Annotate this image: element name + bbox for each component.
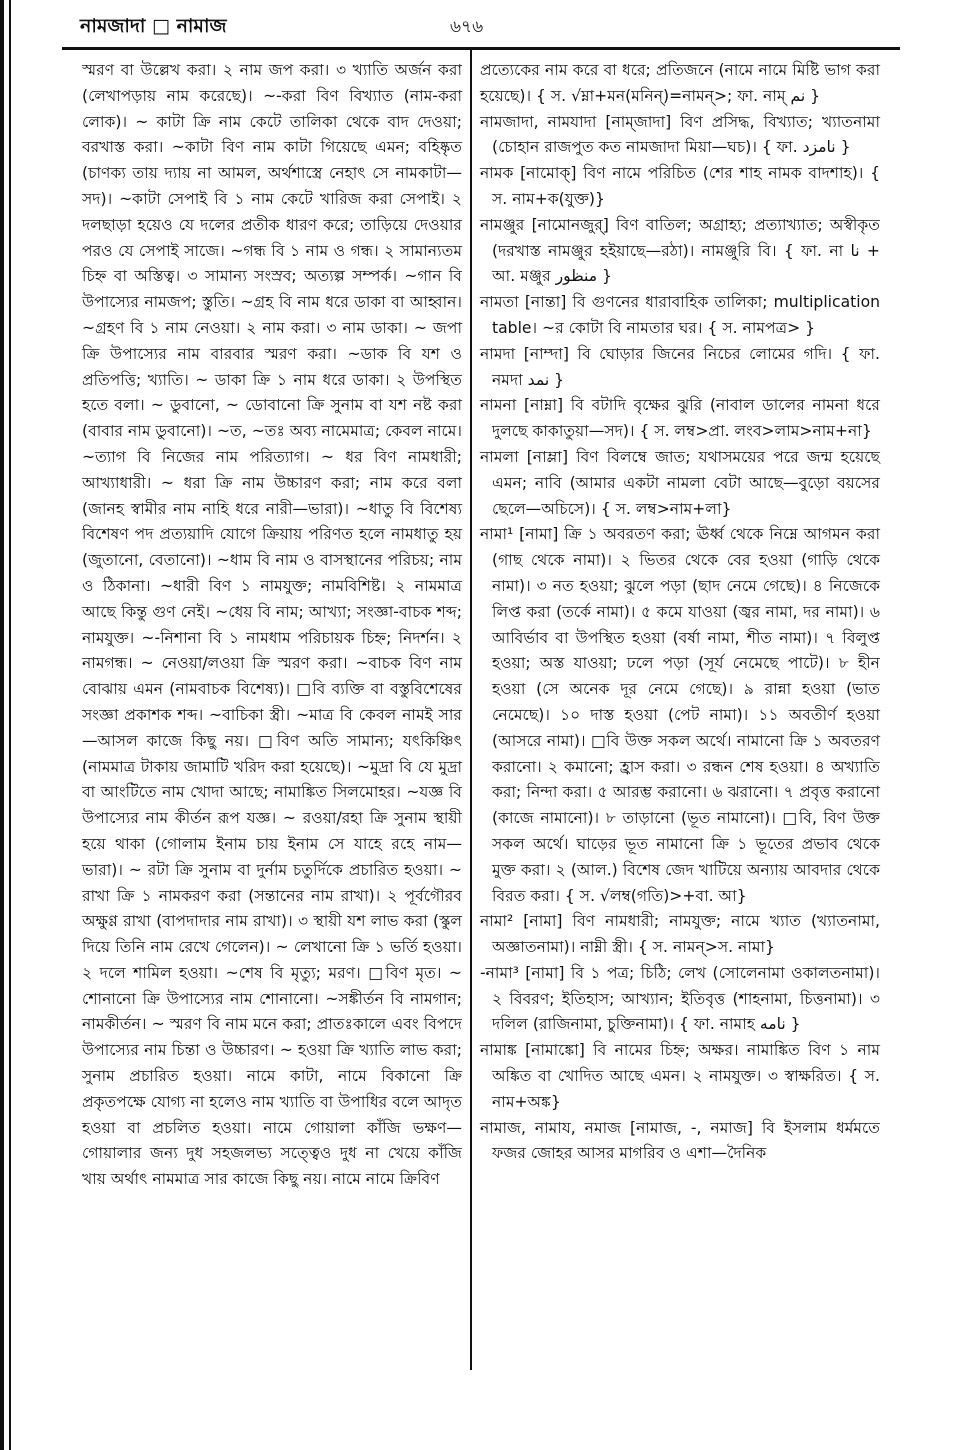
page-edge-left xyxy=(0,0,4,1450)
entry-text: স্মরণ বা উল্লেখ করা। ২ নাম জপ করা। ৩ খ্যাতি অর্জন করা (লেখাপড়ায় নাম করেছে)। ~-করা বিণ বিখ্যাত (নাম-করা লোক)। ~ কাটা ক্রি নাম কেটে তালিকা থেকে বাদ দেওয়া; বরখাস্ত করা। ~কাটা বিণ নাম কাটা গিয়েছে এমন; বহিষ্কৃত (চাণক্য তায় দ্যায় না আমল, অর্থশাস্ত্রে নেহাৎ সে নামকাটা—সদ)। ~কাটা সেপাই বি ১ নাম কেটে খারিজ করা সেপাই। ২ দলছাড়া হয়েও যে দলের প্রতীক ধারণ করে; তাড়িয়ে দেওয়ার পরও যে সেপাই সাজে। ~গন্ধ বি ১ নাম ও গন্ধ। ২ সামান্যতম চিহ্ন বা অস্তিত্ব। ৩ সামান্য সংস্রব; অত্যল্প সম্পর্ক। ~গান বি উপাস্যের নামজপ; স্তুতি। ~গ্রহ বি নাম ধরে ডাকা বা আহ্বান। ~গ্রহণ বি ১ নাম নেওয়া। ২ নাম করা। ৩ নাম ডাকা। ~ জপা ক্রি উপাস্যের নাম বারবার স্মরণ করা। ~ডাক বি যশ ও প্রতিপত্তি; খ্যাতি। ~ ডাকা ক্রি ১ নাম ধরে ডাকা। ২ উপস্থিত হতে বলা। ~ ডুবানো, ~ ডোবানো ক্রি সুনাম বা যশ নষ্ট করা (বাবার নাম ডুবানো)। ~ত, ~তঃ অব্য নামেমাত্র; কেবল নামে। ~ত্যাগ বি নিজের নাম পরিত্যাগ। ~ ধর বিণ নামধারী; আখ্যাধারী। ~ ধরা ক্রি নাম উচ্চারণ করা; নাম করে বলা (জানহ স্বামীর নাম নাহি ধরে নারী—ভারা)। ~ধাতু বি বিশেষ্য বিশেষণ পদ প্রত্যয়াদি যোগে ক্রিয়ায় পরিণত হলে নামধাতু হয় (জুতানো, বেতানো)। ~ধাম বি নাম ও বাসস্থানের পরিচয়; নাম ও ঠিকানা। ~ধারী বিণ ১ নামযুক্ত; নামবিশিষ্ট। ২ নামমাত্র আছে কিন্তু গুণ নেই। ~ধেয় বি নাম; আখ্যা; সংজ্ঞা-বাচক শব্দ; নামযুক্ত। ~-নিশানা বি ১ নামধাম পরিচায়ক চিহ্ন; নিদর্শন। ২ নামগন্ধ। ~ নেওয়া/লওয়া ক্রি স্মরণ করা। ~বাচক বিণ নাম বোঝায় এমন (নামবাচক বিশেষ্য)। □বি ব্যক্তি বা বস্তুবিশেষের সংজ্ঞা প্রকাশক শব্দ। ~বাচিকা স্ত্রী। ~মাত্র বি কেবল নামই সার—আসল কাজে কিছু নয়। □বিণ অতি সামান্য; যৎকিঞ্চিৎ (নামমাত্র টাকায় জামাটি খরিদ করা হয়েছে)। ~মুদ্রা বি যে মুদ্রা বা আংটিতে নাম খোদা আছে; নামাঙ্কিত সিলমোহর। ~যজ্ঞ বি উপাস্যের নাম কীর্তন রূপ যজ্ঞ। ~ রওয়া/রহা ক্রি সুনাম স্থায়ী হয়ে থাকা (গোলাম ইনাম চায় ইনাম সে যাহে রহে নাম—ভারা)। ~ রটা ক্রি সুনাম বা দুর্নাম চতুর্দিকে প্রচারিত হওয়া। ~ রাখা ক্রি ১ নামকরণ করা (সন্তানের নাম রাখা)। ২ পূর্বগৌরব অক্ষুণ্ণ রাখা (বাপদাদার নাম রাখা)। ৩ স্থায়ী যশ লাভ করা (স্কুল দিয়ে তিনি নাম রেখে গেলেন)। ~ লেখানো ক্রি ১ ভর্তি হওয়া। ২ দলে শামিল হওয়া। ~শেষ বি মৃত্যু; মরণ। □বিণ মৃত। ~ শোনানো ক্রি উপাস্যের নাম শোনানো। ~সঙ্কীর্তন বি নামগান; নামকীর্তন। ~ স্মরণ বি নাম মনে করা; প্রাতঃকালে এবং বিপদে উপাস্যের নাম চিন্তা ও উচ্চারণ। ~ হওয়া ক্রি খ্যাতি লাভ করা; সুনাম প্রচারিত হওয়া। নামে কাটা, নামে বিকানো ক্রি প্রকৃতপক্ষে যোগ্য না হলেও নাম খ্যাতি বা উপাধির বলে আদৃত হওয়া বা প্রচলিত হওয়া। নামে গোয়ালা কাঁজি ভক্ষণ—গোয়ালার জন্য দুধ সহজলভ্য সত্ত্বেও দুধ না খেয়ে কাঁজি খায় অর্থাৎ নামমাত্র সার কাজে কিছু নয়। নামে নামে ক্রিবিণ xyxy=(82,61,462,1189)
running-head: নামজাদা □ নামাজ xyxy=(80,15,227,37)
dictionary-entry: নামাঙ্ক [নামাঙ্কো] বি নামের চিহ্ন; অক্ষর। নামাঙ্কিত বিণ ১ নাম অঙ্কিত বা খোদিত আছে এমন। ২ নামযুক্ত। ৩ স্বাক্ষরিত। { স. নাম+অঙ্ক} xyxy=(480,1041,880,1111)
dictionary-entry: নামজাদা, নামযাদা [নাম্জাদা] বিণ প্রসিদ্ধ, বিখ্যাত; খ্যাতনামা (চোহান রাজপুত কত নামজাদা মিয়া—ঘচ)। { ফা. نامزد } xyxy=(480,112,880,157)
dictionary-entry: নামা¹ [নামা] ক্রি ১ অবরতণ করা; ঊর্ধ্ব থেকে নিম্নে আগমন করা (গাছ থেকে নামা)। ২ ভিতর থেকে বের হওয়া (গাড়ি থেকে নামা)। ৩ নত হওয়া; ঝুলে পড়া (ছাদ নেমে গেছে)। ৪ নিজেকে লিপ্ত করা (তর্কে নামা)। ৫ কমে যাওয়া (জ্বর নামা, দর নামা)। ৬ আবির্ভাব বা উপস্থিত হওয়া (বর্ষা নামা, শীত নামা)। ৭ বিলুপ্ত হওয়া; অস্ত যাওয়া; ঢলে পড়া (সূর্য নেমেছে পাটে)। ৮ হীন হওয়া (সে অনেক দূর নেমে গেছে)। ৯ রান্না হওয়া (ভাত নেমেছে)। ১০ দাস্ত হওয়া (পেট নামা)। ১১ অবতীর্ণ হওয়া (আসরে নামা)। □বি উক্ত সকল অর্থে। নামানো ক্রি ১ অবতরণ করানো। ২ কমানো; হ্রাস করা। ৩ রন্ধন শেষ হওয়া। ৪ অখ্যাতি করা; নিন্দা করা। ৫ আরম্ভ করানো। ৬ ঝরানো। ৭ প্রবৃত্ত করানো (কাজে নামানো)। ৮ তাড়ানো (ভূত নামানো)। □বি, বিণ উক্ত সকল অর্থে। ঘাড়ের ভূত নামানো ক্রি ১ ভূতের প্রভাব থেকে মুক্ত করা। ২ (আল.) বিশেষ জেদ খাটিয়ে অন্যায় আবদার থেকে বিরত করা। { স. √লম্ব(গতি)>+বা. আ} xyxy=(480,525,880,905)
page-edge-line xyxy=(9,0,11,1450)
dictionary-entry: নামনা [নাম্না] বি বটাদি বৃক্ষের ঝুরি (নাবাল ডালের নামনা ধরে দুলছে কাকাতুয়া—সদ)। { স. লম্ব>প্রা. লংব>লাম>নাম+না} xyxy=(480,396,880,441)
header-rule xyxy=(62,47,900,50)
dictionary-entry: নামক [নামোক্] বিণ নামে পরিচিত (শের শাহ নামক বাদশাহ)। { স. নাম+ক(যুক্ত)} xyxy=(480,164,880,208)
dictionary-entry: নামদা [নাম্দা] বি ঘোড়ার জিনের নিচের লোমের গদি। { ফা. নমদা نمد } xyxy=(480,344,880,389)
dictionary-entry: -নামা³ [নামা] বি ১ পত্র; চিঠি; লেখ (সোলেনামা ওকালতনামা)। ২ বিবরণ; ইতিহাস; আখ্যান; ইতিবৃত্ত (শাহনামা, চিত্তনামা)। ৩ দলিল (রাজিনামা, চুক্তিনামা)। { ফা. নামাহ نامه } xyxy=(480,963,880,1034)
dictionary-entry: নামাজ, নামায, নমাজ [নামাজ, -, নমাজ] বি ইসলাম ধর্মমতে ফজর জোহর আসর মাগরিব ও এশা—দৈনিক xyxy=(480,1118,880,1163)
dictionary-entry: নামতা [নাম্তা] বি গুণনের ধারাবাহিক তালিকা; multiplication table। ~র কোটা বি নামতার ঘর। { স. নামপত্র> } xyxy=(480,293,880,337)
left-column xyxy=(82,58,462,1193)
page-number: ৬৭৬ xyxy=(450,17,484,37)
dictionary-entry: নামা² [নামা] বিণ নামধারী; নামযুক্ত; নামে খ্যাত (খ্যাতনামা, অজ্ঞাতনামা)। নাম্নী স্ত্রী। { স. নামন্>স. নামা} xyxy=(480,912,880,957)
dictionary-entry: নামঞ্জুর [নামোনজুর্] বিণ বাতিল; অগ্রাহ্য; প্রত্যাখ্যাত; অস্বীকৃত (দরখাস্ত নামঞ্জুর হইয়াছে—রঠা)। নামঞ্জুরি বি। { ফা. না نا + আ. মঞ্জুর منظور } xyxy=(480,215,880,286)
dictionary-entry: নামলা [নাম্লা] বিণ বিলম্বে জাত; যথাসময়ের পরে জন্ম হয়েছে এমন; নাবি (আমার একটা নামলা বেটা আছে—বুড়ো বয়সের ছেলে—অচিসে)। { স. লম্ব>নাম+লা} xyxy=(480,447,880,518)
entry-text: প্রত্যেকের নাম করে বা ধরে; প্রতিজনে (নামে নামে মিষ্টি ভাগ করা হয়েছে)। { স. √ম্না+মন(মনিন্)=নামন্>; ফা. নাম্ نم } xyxy=(480,61,880,105)
page-header xyxy=(80,12,880,42)
column-divider xyxy=(470,50,472,1370)
right-column xyxy=(480,58,880,1167)
